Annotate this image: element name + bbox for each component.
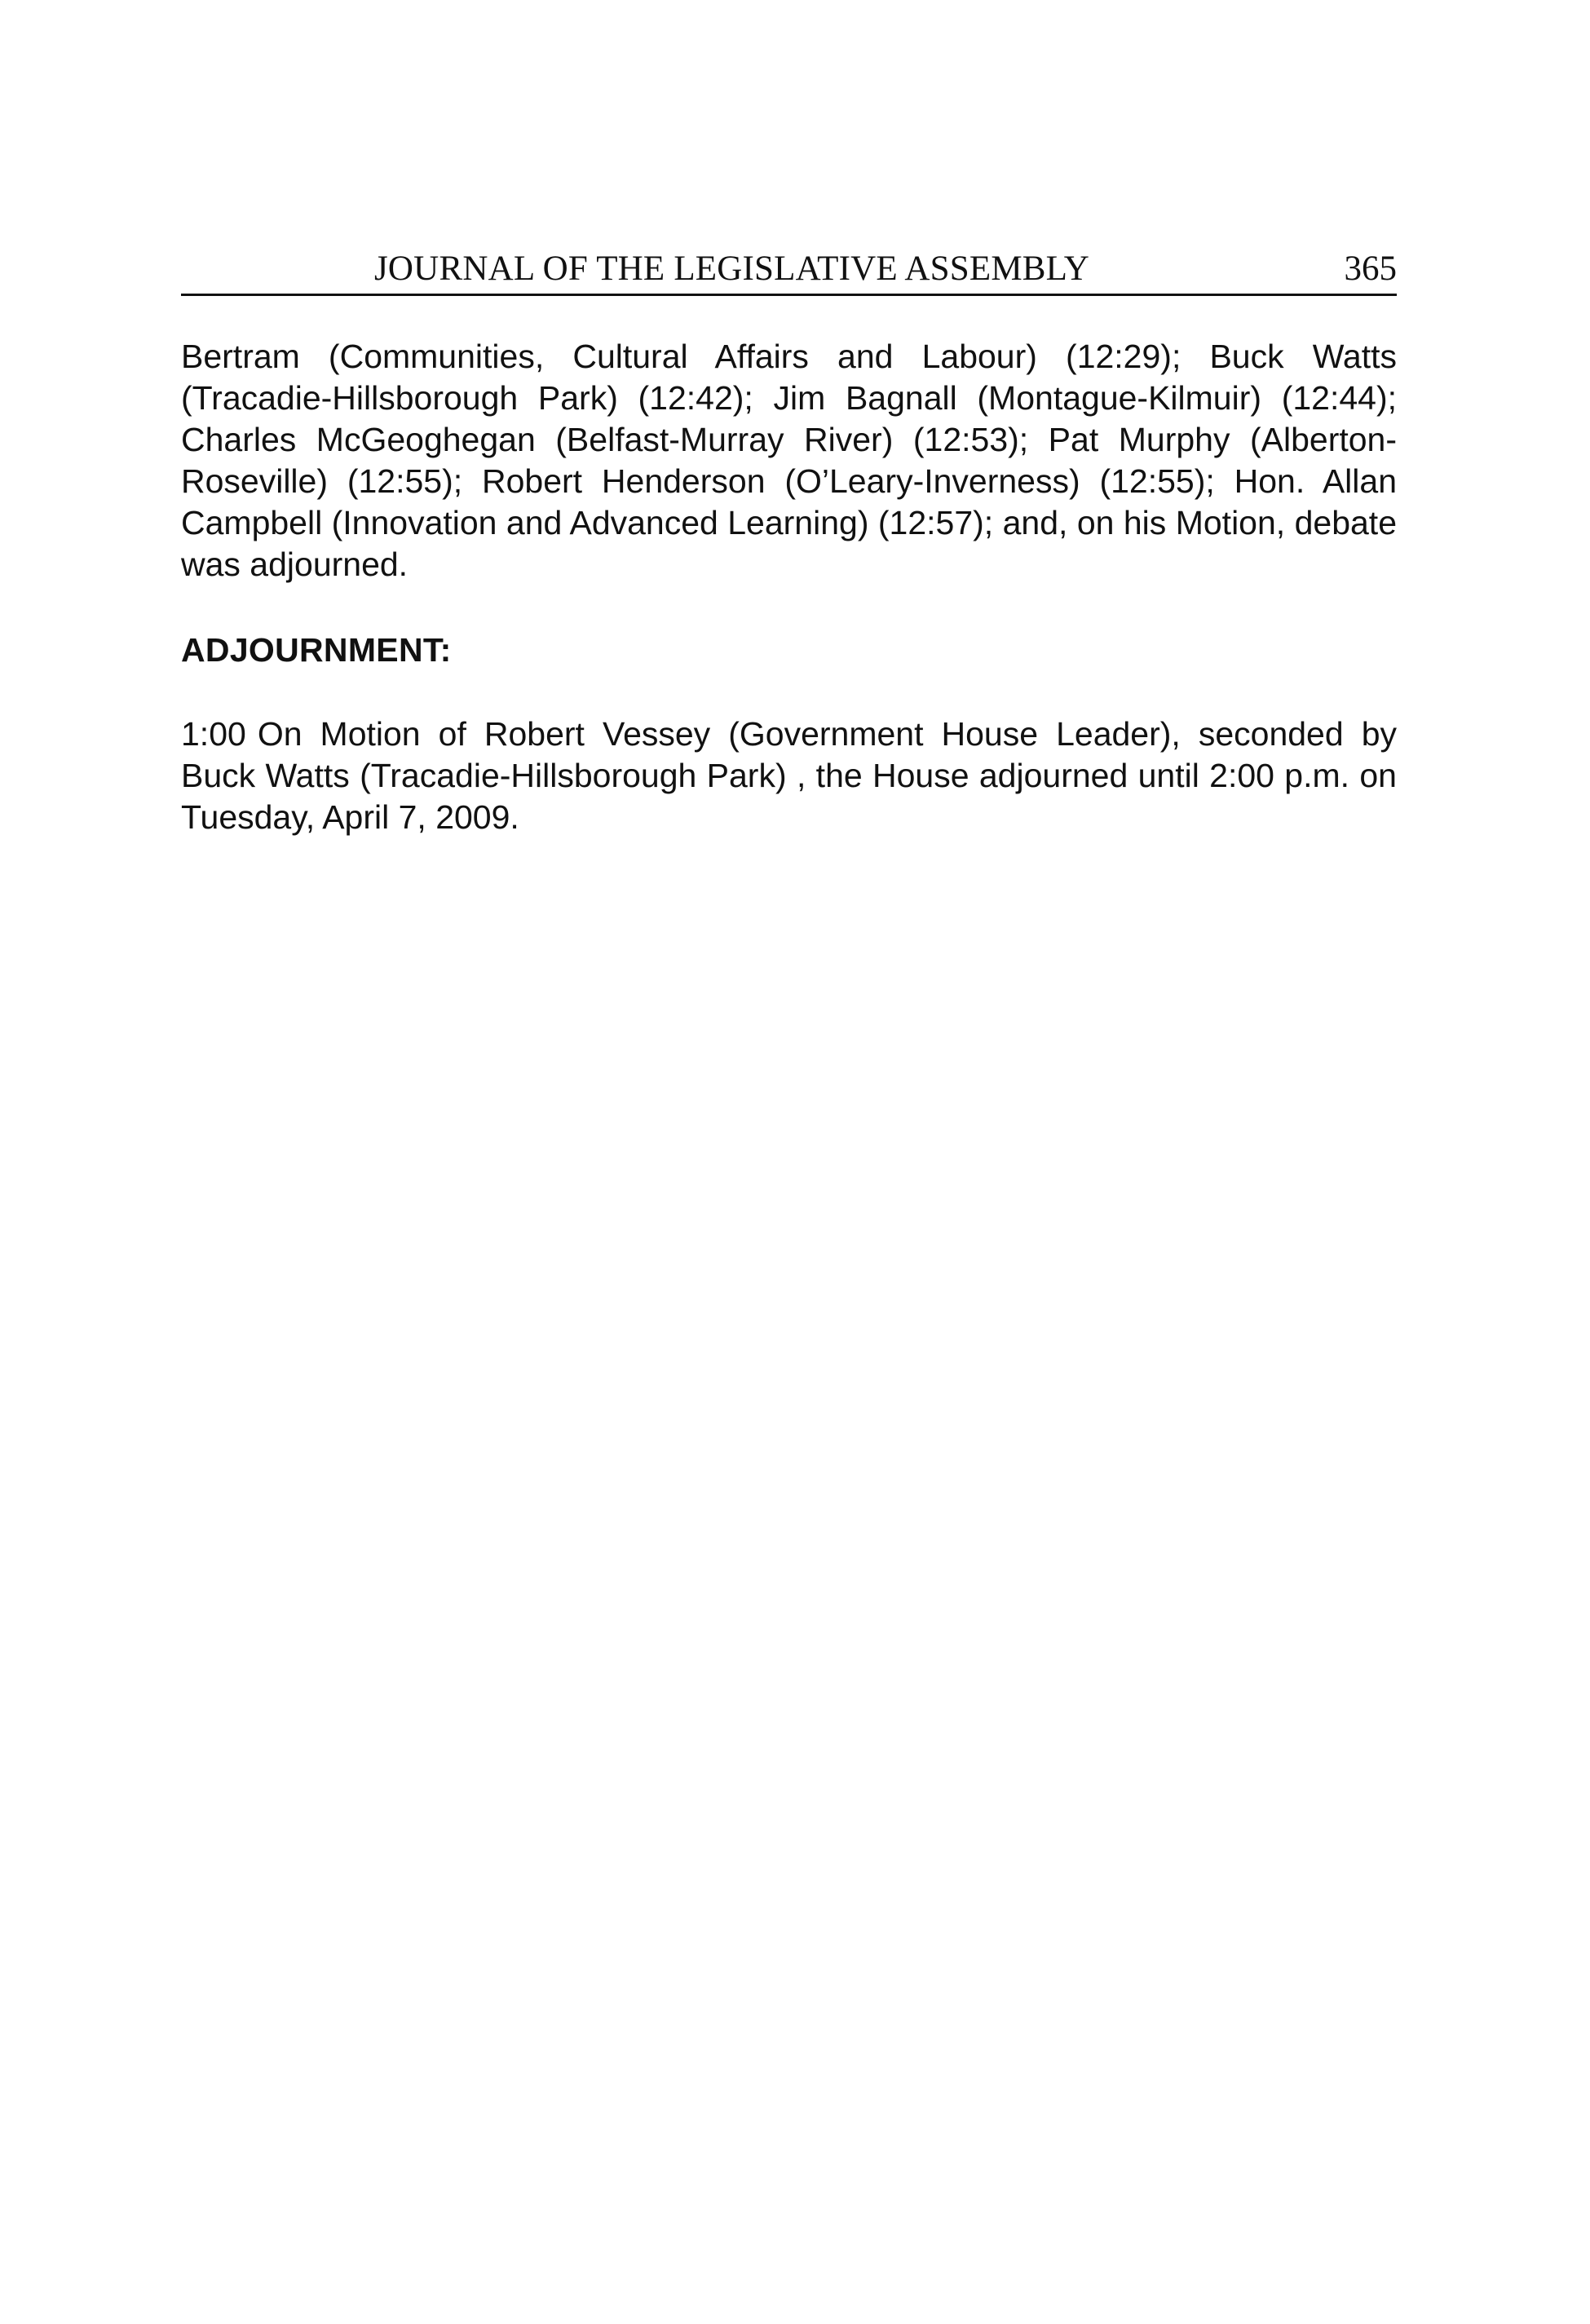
running-header [181, 246, 1397, 296]
adjournment-time: 1:00 [181, 715, 246, 753]
journal-title: JOURNAL OF THE LEGISLATIVE ASSEMBLY [374, 250, 1090, 288]
debate-continuation-paragraph: Bertram (Communities, Cultural Affairs and Labour) (12:29); Buck Watts (Tracadie-Hillsborough Park) (12:42); Jim Bagnall (Montague-Kilmuir) (12:44); Charles McGeoghegan (Belfast-Murray River) (12:53); Pat Murphy (Alberton-Roseville) (12:55); Robert Henderson (O’Leary-Inverness) (12:55); Hon. Allan Campbell (Innovation and Advanced Learning) (12:57); and, on his Motion, debate was adjourned. [181, 338, 1397, 583]
adjournment-text: On Motion of Robert Vessey (Government House Leader), seconded by Buck Watts (Tracadie-Hillsborough Park) , the House adjourned until 2:00 p.m. on Tuesday, April 7, 2009. [181, 715, 1397, 836]
adjournment-paragraph [181, 714, 1397, 838]
page-number: 365 [1344, 250, 1397, 288]
adjournment-heading: ADJOURNMENT: [181, 631, 452, 669]
